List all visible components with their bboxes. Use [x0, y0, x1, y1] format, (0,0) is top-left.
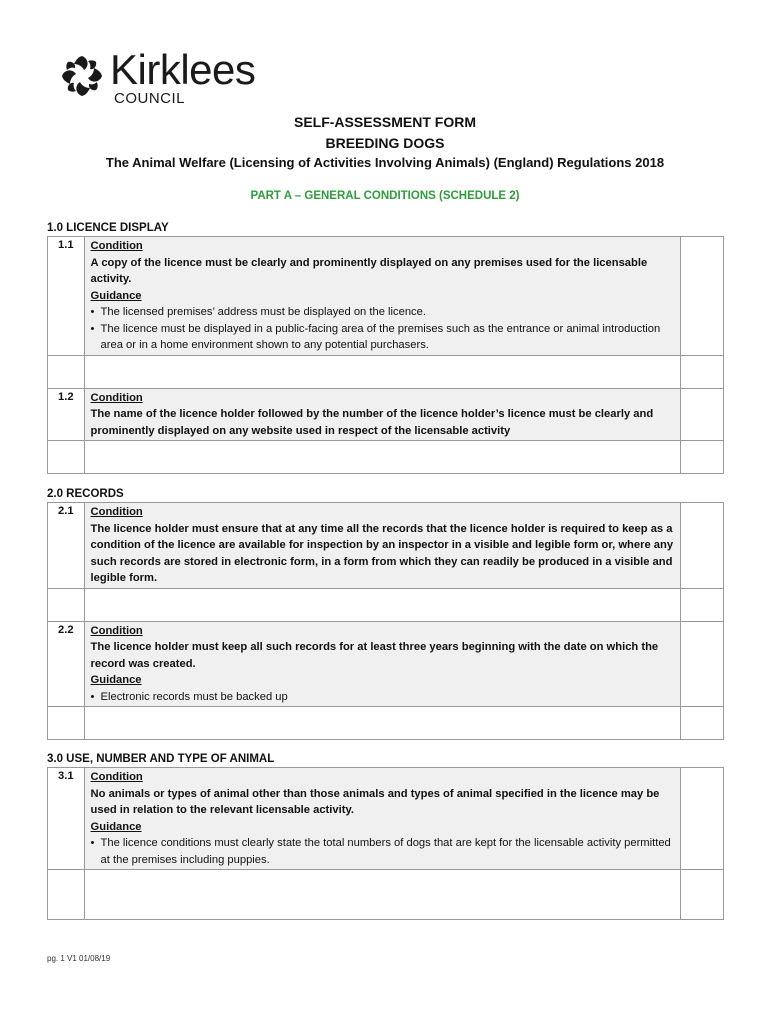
section-heading-records: 2.0 RECORDS — [47, 488, 124, 500]
compliance-cell[interactable] — [680, 768, 723, 870]
condition-text: No animals or types of animal other than those animals and types of animal specified in the licence may be used in relation to the relevant licensable activity. — [90, 787, 660, 816]
section-heading-licence-display: 1.0 LICENCE DISPLAY — [47, 222, 169, 234]
condition-text: The licence holder must ensure that at any time all the records that the licence holder is required to keep as a condition of the licence are available for inspection by an inspector in a visible and legible form or, where any such records are stored in electronic form, in a form from which they can readily be produced in a visible and legible form. — [90, 522, 674, 584]
compliance-cell[interactable] — [680, 621, 723, 707]
form-title: SELF-ASSESSMENT FORM — [293, 114, 476, 130]
item-number: 2.1 — [48, 503, 85, 589]
response-field[interactable] — [84, 870, 680, 920]
condition-label: Condition — [90, 624, 143, 637]
licence-display-table — [47, 236, 724, 474]
response-check-cell[interactable] — [680, 707, 723, 740]
answer-number-cell — [48, 707, 85, 740]
condition-cell — [84, 503, 680, 589]
compliance-cell[interactable] — [680, 388, 723, 441]
condition-cell — [84, 768, 680, 870]
response-check-cell[interactable] — [680, 441, 723, 474]
condition-label: Condition — [90, 391, 143, 404]
use-number-type-table — [47, 767, 724, 920]
kirklees-swirl-icon — [58, 52, 106, 100]
condition-cell — [84, 621, 680, 707]
guidance-item: • The licensed premises’ address must be displayed on the licence. — [101, 304, 674, 321]
answer-number-cell — [48, 588, 85, 621]
response-field[interactable] — [84, 707, 680, 740]
response-check-cell[interactable] — [680, 870, 723, 920]
response-field[interactable] — [84, 441, 680, 474]
guidance-label: Guidance — [90, 820, 142, 833]
guidance-label: Guidance — [90, 289, 142, 302]
guidance-item: • The licence conditions must clearly state the total numbers of dogs that are kept for the licensable activity permitted at the premises including puppies. — [101, 835, 674, 868]
guidance-label: Guidance — [90, 674, 142, 686]
condition-cell — [84, 388, 680, 441]
condition-label: Condition — [90, 240, 143, 252]
form-subtitle: BREEDING DOGS — [325, 135, 445, 151]
condition-cell — [84, 237, 680, 356]
response-check-cell[interactable] — [680, 588, 723, 621]
compliance-cell[interactable] — [680, 503, 723, 589]
regulation-title: The Animal Welfare (Licensing of Activities Involving Animals) (England) Regulations 2018 — [105, 155, 665, 170]
item-number: 1.2 — [48, 388, 85, 441]
condition-text: The name of the licence holder followed by the number of the licence holder’s licence must be clearly and prominently displayed on any website used in respect of the licensable activity — [90, 408, 654, 437]
response-field[interactable] — [84, 588, 680, 621]
council-logo — [58, 46, 288, 107]
item-number: 1.1 — [48, 237, 85, 356]
part-heading: PART A – GENERAL CONDITIONS (SCHEDULE 2) — [250, 190, 520, 202]
answer-number-cell — [48, 355, 85, 388]
response-check-cell[interactable] — [680, 355, 723, 388]
compliance-cell[interactable] — [680, 237, 723, 356]
item-number: 2.2 — [48, 621, 85, 707]
condition-label: Condition — [90, 506, 143, 518]
guidance-item: • The licence must be displayed in a public-facing area of the premises such as the entrance or animal introduction area or in a home environment shown to any potential purchasers. — [101, 321, 674, 354]
page-footer: pg. 1 V1 01/08/19 — [47, 954, 111, 963]
condition-text: A copy of the licence must be clearly and prominently displayed on any premises used for the licensable activity. — [90, 256, 648, 285]
records-table — [47, 502, 724, 740]
section-heading-use-number-type: 3.0 USE, NUMBER AND TYPE OF ANIMAL — [47, 753, 275, 765]
logo-council-text: COUNCIL — [114, 90, 186, 107]
guidance-item: • Electronic records must be backed up — [101, 689, 674, 706]
condition-text: The licence holder must keep all such records for at least three years beginning with the date on which the record was created. — [90, 641, 659, 670]
answer-number-cell — [48, 870, 85, 920]
answer-number-cell — [48, 441, 85, 474]
item-number: 3.1 — [48, 768, 85, 870]
condition-label: Condition — [90, 771, 143, 783]
response-field[interactable] — [84, 355, 680, 388]
logo-wordmark: Kirklees — [110, 46, 256, 93]
